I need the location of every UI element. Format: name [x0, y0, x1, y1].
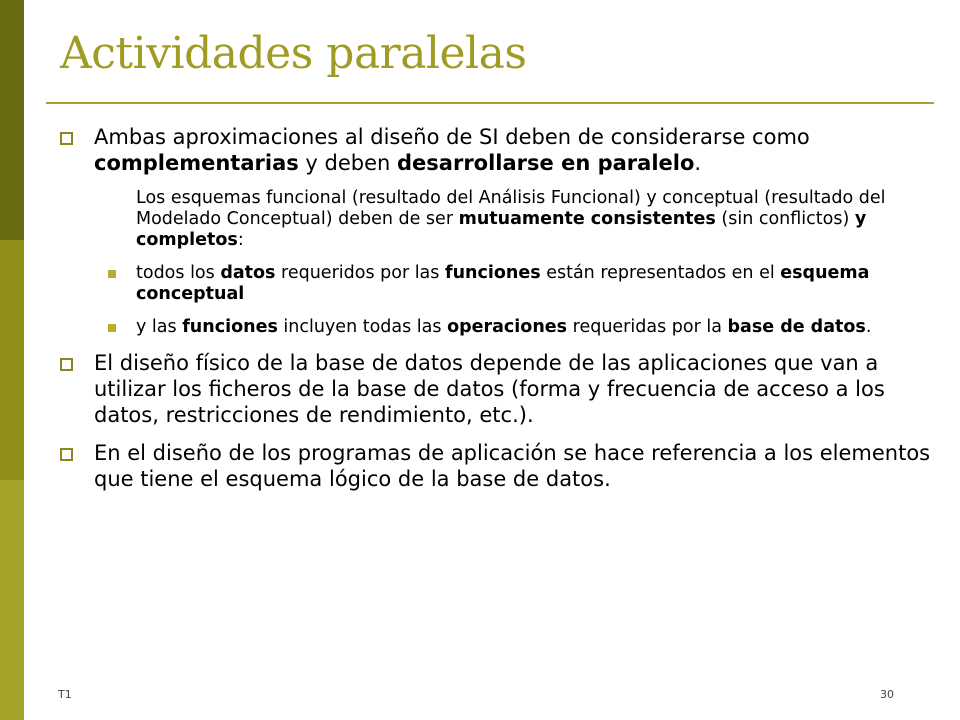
- sub-bullet-2-bold: funciones: [182, 317, 278, 337]
- bullet-1-bold-paralelo: desarrollarse en paralelo: [397, 151, 695, 175]
- small-square-bullet-icon: [108, 270, 116, 278]
- sub-paragraph-text: :: [237, 230, 244, 250]
- sub-bullet-2-bold: operaciones: [447, 317, 568, 337]
- sub-paragraph-bold: y completos: [136, 209, 867, 250]
- title-divider: [46, 102, 934, 104]
- sub-paragraph-text: (sin conflictos): [715, 209, 855, 229]
- sub-bullet-1: [60, 263, 940, 305]
- bullet-1-text: .: [694, 151, 702, 175]
- sub-bullet-2-text: y las: [136, 317, 183, 337]
- sub-bullet-1-bold: datos: [220, 263, 276, 283]
- page-number: 30: [880, 688, 894, 701]
- sub-bullet-2-text: incluyen todas las: [277, 317, 448, 337]
- bullet-2-text: El diseño físico de la base de datos depende de las aplicaciones que van a utilizar los ficheros de la base de datos (forma y frecuencia de acceso a los datos, restricciones de rendimiento, etc.).: [94, 351, 885, 427]
- bullet-3: [60, 440, 940, 492]
- bullet-1-bold-complementarias: complementarias: [94, 151, 299, 175]
- left-decorative-bar: [0, 0, 24, 720]
- small-square-bullet-icon: [108, 324, 116, 332]
- sub-bullet-2-bold: base de datos: [727, 317, 866, 337]
- footer-label: T1: [58, 688, 72, 701]
- left-bar-segment-middle: [0, 240, 24, 480]
- sub-bullet-1-bold: esquema conceptual: [136, 263, 870, 304]
- sub-bullet-2-text: .: [865, 317, 872, 337]
- sub-bullet-1-text: están representados en el: [540, 263, 781, 283]
- square-bullet-icon: [60, 448, 73, 461]
- sub-bullet-1-text: requeridos por las: [275, 263, 445, 283]
- bullet-1-text: Ambas aproximaciones al diseño de SI deben de considerarse como: [94, 125, 810, 149]
- bullet-2: [60, 350, 940, 428]
- left-bar-segment-bottom: [0, 480, 24, 720]
- square-bullet-icon: [60, 358, 73, 371]
- sub-bullet-2: [60, 317, 940, 338]
- sub-bullet-2-text: requeridas por la: [567, 317, 728, 337]
- slide-content: [60, 124, 940, 504]
- left-bar-segment-top: [0, 0, 24, 240]
- sub-bullet-1-bold: funciones: [444, 263, 541, 283]
- bullet-3-text: En el diseño de los programas de aplicación se hace referencia a los elementos que tiene el esquema lógico de la base de datos.: [94, 441, 931, 491]
- square-bullet-icon: [60, 132, 73, 145]
- sub-bullet-1-text: todos los: [136, 263, 221, 283]
- sub-paragraph: [60, 188, 940, 251]
- sub-paragraph-bold: mutuamente consistentes: [458, 209, 716, 229]
- bullet-1-text: y deben: [298, 151, 398, 175]
- bullet-1: [60, 124, 940, 176]
- sub-paragraph-text: Los esquemas funcional (resultado del Análisis Funcional) y conceptual (resultado del Modelado Conceptual) deben de ser: [136, 188, 886, 229]
- slide-title: Actividades paralelas: [60, 28, 527, 79]
